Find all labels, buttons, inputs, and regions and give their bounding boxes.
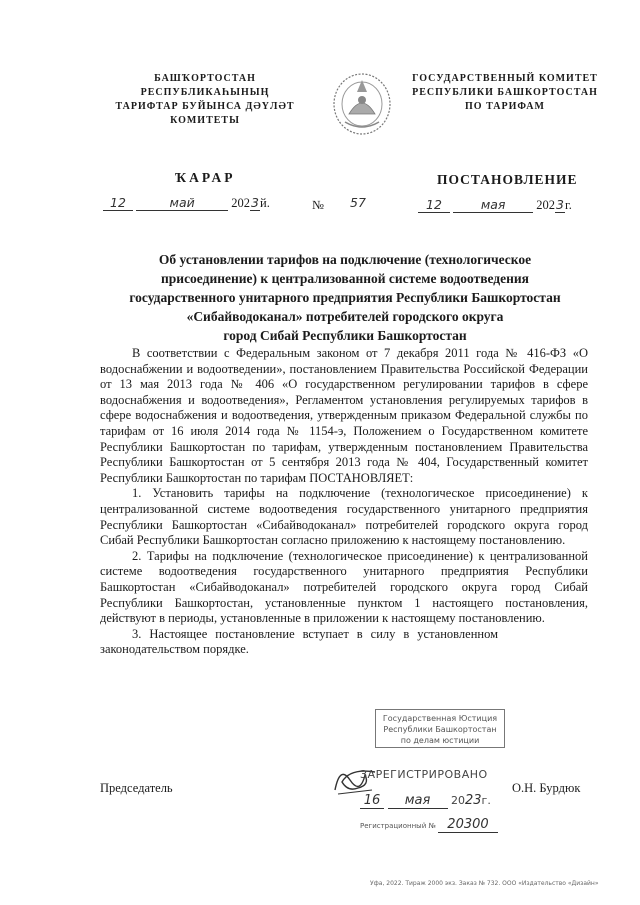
emblem-icon: [327, 62, 397, 142]
title-line: город Сибай Республики Башкортостан: [223, 328, 467, 343]
signature-name: О.Н. Бурдюк: [512, 781, 581, 795]
date-left-year-digit: 3: [251, 195, 259, 210]
stamp-date: [360, 793, 520, 809]
doc-number-value: 57: [350, 195, 366, 210]
date-right-year-prefix: 202: [536, 198, 555, 212]
doc-number-label: №: [312, 198, 324, 212]
date-right: [418, 197, 608, 213]
date-right-suffix: г.: [565, 198, 572, 212]
date-left: [103, 195, 298, 211]
header-right-line1: ГОСУДАРСТВЕННЫЙ КОМИТЕТ: [412, 73, 598, 84]
stamp-reg-year-suffix: г.: [481, 794, 491, 807]
date-left-suffix: й.: [260, 196, 270, 210]
paragraph-1: 1. Установить тарифы на подключение (технологическое присоединение) к централизованной системе водоотведения государственного унитарного предприятия Республики Башкортостан «Сибайводоканал» потребителей городского округа город Сибай Республики Башкортостан согласно приложению к настоящему постановлению.: [100, 486, 588, 548]
stamp-reg-month: мая: [388, 793, 448, 809]
paragraph-preamble: В соответствии с Федеральным законом от 7 декабря 2011 года № 416-ФЗ «О водоснабжении и водоотведении», постановлением Правительства Российской Федерации от 13 мая 2013 года № 406 «О государственном регулировании тарифов в сфере водоснабжения и водоотведения», Регламентом установления регулируемых тарифов в сфере водоснабжения и водоотведения, утвержденным приказом Федеральной службы по тарифам от 16 июля 2014 года № 1154-э, Положением о Государственном комитете Республики Башкортостан по тарифам, утвержденным постановлением Правительства Республики Башкортостан от 5 сентября 2013 года № 404, Государственный комитет Республики Башкортостан по тарифам ПОСТАНОВЛЯЕТ:: [100, 346, 588, 485]
doc-kind-right: ПОСТАНОВЛЕНИЕ: [437, 172, 578, 187]
date-right-day: 12: [418, 197, 450, 213]
date-right-month: мая: [453, 197, 533, 213]
title-line: «Сибайводоканал» потребителей городского округа: [186, 309, 504, 324]
stamp-reg-label: Регистрационный №: [360, 822, 436, 830]
stamp-reg-day: 16: [360, 793, 384, 809]
doc-kind-left: ҠАРАР: [175, 170, 236, 185]
paragraph-3: 3. Настоящее постановление вступает в силу в установленном законодательством порядке.: [100, 626, 498, 657]
title-line: Об установлении тарифов на подключение (технологическое: [158, 252, 532, 267]
stamp-registered: ЗАРЕГИСТРИРОВАНО: [360, 768, 488, 781]
header-right-line2: РЕСПУБЛИКИ БАШКОРТОСТАН: [412, 87, 598, 98]
paragraph-2: 2. Тарифы на подключение (технологическое присоединение) к централизованной системе водоотведения государственного унитарного предприятия Республики Башкортостан «Сибайводоканал» потребителей городского округа город Сибай Республики Башкортостан, установленные пунктом 1 настоящего постановления, действуют в периоды, установленные в приложении к настоящему постановлению.: [100, 548, 588, 626]
signature-role: Председатель: [100, 781, 173, 795]
stamp-reg-number: 20300: [438, 817, 498, 833]
header-left-line2: ТАРИФТАР БУЙЫНСА ДӘҮЛӘТ: [115, 101, 295, 112]
stamp-line2: Республики Башкортостан: [383, 725, 497, 734]
footer-print: Уфа, 2022. Тираж 2000 экз. Заказ № 732. ООО «Издательство «Дизайн»: [370, 880, 599, 887]
date-left-month: май: [136, 195, 228, 211]
header-left-line1: БАШҠОРТОСТАН РЕСПУБЛИКАҺЫНЫҢ: [140, 73, 270, 98]
registration-stamp: [360, 768, 520, 833]
stamp-line1: Государственная Юстиция: [382, 714, 498, 723]
registration-stamp-header: [375, 709, 505, 748]
header-right: [410, 72, 600, 114]
stamp-line3: по делам юстиции: [400, 736, 480, 745]
stamp-reg-year-prefix: 20: [451, 794, 465, 807]
title-line: государственного унитарного предприятия Республики Башкортостан: [129, 290, 561, 305]
document-title: [95, 250, 595, 345]
header-left: [90, 72, 320, 128]
stamp-reg-year: 23: [465, 793, 482, 808]
header-right-line3: ПО ТАРИФАМ: [465, 101, 545, 112]
stamp-reg-number-row: [360, 817, 520, 833]
header-left-line3: КОМИТЕТЫ: [170, 115, 240, 126]
document-body: [100, 346, 588, 658]
title-line: присоединение) к централизованной системе водоотведения: [161, 271, 529, 286]
date-right-year-digit: 3: [556, 197, 564, 212]
date-left-year-prefix: 202: [231, 196, 250, 210]
date-left-day: 12: [103, 195, 133, 211]
